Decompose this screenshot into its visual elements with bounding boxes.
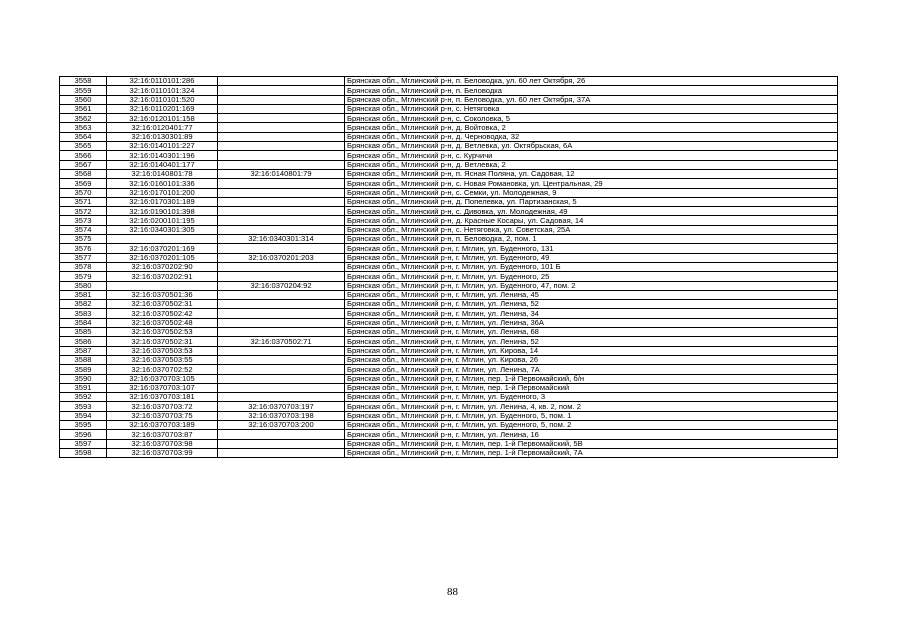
row-number-cell: 3585 (60, 328, 107, 337)
row-number-cell: 3566 (60, 151, 107, 160)
table-row (60, 197, 838, 206)
table-row (60, 309, 838, 318)
row-number-cell: 3574 (60, 225, 107, 234)
row-number-cell: 3597 (60, 439, 107, 448)
land-cadastral-number-cell: 32:16:0200101:195 (107, 216, 218, 225)
address-cell: Брянская обл., Мглинский р-н, г. Мглин, ул. Буденного, 49 (345, 253, 838, 262)
table-row (60, 448, 838, 457)
row-number-cell: 3564 (60, 132, 107, 141)
address-cell: Брянская обл., Мглинский р-н, д. Черноводка, 32 (345, 132, 838, 141)
row-number-cell: 3587 (60, 346, 107, 355)
row-number-cell: 3560 (60, 95, 107, 104)
land-cadastral-number-cell: 32:16:0190101:398 (107, 207, 218, 216)
row-number-cell: 3593 (60, 402, 107, 411)
row-number-cell: 3562 (60, 114, 107, 123)
building-cadastral-number-cell (218, 225, 345, 234)
table-row (60, 132, 838, 141)
address-cell: Брянская обл., Мглинский р-н, г. Мглин, ул. Буденного, 25 (345, 272, 838, 281)
address-cell: Брянская обл., Мглинский р-н, д. Попелевка, ул. Партизанская, 5 (345, 197, 838, 206)
address-cell: Брянская обл., Мглинский р-н, г. Мглин, ул. Ленина, 45 (345, 290, 838, 299)
land-cadastral-number-cell: 32:16:0110101:324 (107, 86, 218, 95)
address-cell: Брянская обл., Мглинский р-н, д. Ветлевка, ул. Октябрьская, 6А (345, 142, 838, 151)
table-row (60, 151, 838, 160)
land-cadastral-number-cell (107, 281, 218, 290)
page-number: 88 (447, 586, 458, 598)
building-cadastral-number-cell (218, 188, 345, 197)
table-row (60, 123, 838, 132)
address-cell: Брянская обл., Мглинский р-н, г. Мглин, ул. Буденного, 5, пом. 1 (345, 411, 838, 420)
land-cadastral-number-cell: 32:16:0340301:305 (107, 225, 218, 234)
address-cell: Брянская обл., Мглинский р-н, с. Курчичи (345, 151, 838, 160)
table-row (60, 179, 838, 188)
table-row (60, 374, 838, 383)
address-cell: Брянская обл., Мглинский р-н, г. Мглин, ул. Ленина, 16 (345, 430, 838, 439)
land-cadastral-number-cell: 32:16:0370703:98 (107, 439, 218, 448)
row-number-cell: 3573 (60, 216, 107, 225)
row-number-cell: 3594 (60, 411, 107, 420)
row-number-cell: 3571 (60, 197, 107, 206)
building-cadastral-number-cell: 32:16:0370204:92 (218, 281, 345, 290)
row-number-cell: 3588 (60, 355, 107, 364)
address-cell: Брянская обл., Мглинский р-н, г. Мглин, пер. 1-й Первомайский, 7А (345, 448, 838, 457)
table-row (60, 383, 838, 392)
address-cell: Брянская обл., Мглинский р-н, г. Мглин, ул. Ленина, 68 (345, 328, 838, 337)
building-cadastral-number-cell (218, 244, 345, 253)
address-cell: Брянская обл., Мглинский р-н, г. Мглин, пер. 1-й Первомайский, б/н (345, 374, 838, 383)
land-cadastral-number-cell (107, 235, 218, 244)
table-row (60, 77, 838, 86)
building-cadastral-number-cell: 32:16:0370703:197 (218, 402, 345, 411)
building-cadastral-number-cell (218, 290, 345, 299)
table-row (60, 281, 838, 290)
address-cell: Брянская обл., Мглинский р-н, г. Мглин, ул. Ленина, 7А (345, 365, 838, 374)
table-row (60, 104, 838, 113)
table-row (60, 420, 838, 429)
row-number-cell: 3590 (60, 374, 107, 383)
building-cadastral-number-cell (218, 346, 345, 355)
land-cadastral-number-cell: 32:16:0370503:53 (107, 346, 218, 355)
table-row (60, 160, 838, 169)
building-cadastral-number-cell (218, 216, 345, 225)
row-number-cell: 3581 (60, 290, 107, 299)
land-cadastral-number-cell: 32:16:0370703:99 (107, 448, 218, 457)
row-number-cell: 3595 (60, 420, 107, 429)
address-cell: Брянская обл., Мглинский р-н, г. Мглин, ул. Буденного, 47, пом. 2 (345, 281, 838, 290)
land-cadastral-number-cell: 32:16:0370503:55 (107, 355, 218, 364)
building-cadastral-number-cell (218, 439, 345, 448)
land-cadastral-number-cell: 32:16:0370703:72 (107, 402, 218, 411)
building-cadastral-number-cell (218, 309, 345, 318)
land-cadastral-number-cell: 32:16:0140301:196 (107, 151, 218, 160)
land-cadastral-number-cell: 32:16:0110101:520 (107, 95, 218, 104)
address-cell: Брянская обл., Мглинский р-н, с. Соколовка, 5 (345, 114, 838, 123)
building-cadastral-number-cell (218, 160, 345, 169)
table-row (60, 235, 838, 244)
building-cadastral-number-cell (218, 383, 345, 392)
address-cell: Брянская обл., Мглинский р-н, г. Мглин, ул. Ленина, 34 (345, 309, 838, 318)
registry-table-body (60, 77, 838, 458)
row-number-cell: 3559 (60, 86, 107, 95)
building-cadastral-number-cell: 32:16:0340301:314 (218, 235, 345, 244)
land-cadastral-number-cell: 32:16:0370202:91 (107, 272, 218, 281)
table-row (60, 244, 838, 253)
table-row (60, 439, 838, 448)
row-number-cell: 3577 (60, 253, 107, 262)
row-number-cell: 3591 (60, 383, 107, 392)
address-cell: Брянская обл., Мглинский р-н, г. Мглин, ул. Буденного, 3 (345, 393, 838, 402)
row-number-cell: 3596 (60, 430, 107, 439)
table-row (60, 365, 838, 374)
table-row (60, 225, 838, 234)
building-cadastral-number-cell (218, 86, 345, 95)
address-cell: Брянская обл., Мглинский р-н, г. Мглин, ул. Ленина, 52 (345, 300, 838, 309)
table-row (60, 253, 838, 262)
land-cadastral-number-cell: 32:16:0370501:36 (107, 290, 218, 299)
land-cadastral-number-cell: 32:16:0370703:87 (107, 430, 218, 439)
building-cadastral-number-cell (218, 142, 345, 151)
building-cadastral-number-cell (218, 114, 345, 123)
land-cadastral-number-cell: 32:16:0370502:31 (107, 337, 218, 346)
property-registry-table (59, 76, 838, 458)
row-number-cell: 3567 (60, 160, 107, 169)
land-cadastral-number-cell: 32:16:0370703:181 (107, 393, 218, 402)
land-cadastral-number-cell: 32:16:0370703:75 (107, 411, 218, 420)
address-cell: Брянская обл., Мглинский р-н, п. Ясная Поляна, ул. Садовая, 12 (345, 169, 838, 178)
row-number-cell: 3579 (60, 272, 107, 281)
land-cadastral-number-cell: 32:16:0370502:31 (107, 300, 218, 309)
address-cell: Брянская обл., Мглинский р-н, д. Красные Косары, ул. Садовая, 14 (345, 216, 838, 225)
address-cell: Брянская обл., Мглинский р-н, п. Беловодка, ул. 60 лет Октября, 26 (345, 77, 838, 86)
land-cadastral-number-cell: 32:16:0130301:89 (107, 132, 218, 141)
land-cadastral-number-cell: 32:16:0370703:189 (107, 420, 218, 429)
address-cell: Брянская обл., Мглинский р-н, г. Мглин, пер. 1-й Первомайский (345, 383, 838, 392)
address-cell: Брянская обл., Мглинский р-н, с. Новая Романовка, ул. Центральная, 29 (345, 179, 838, 188)
land-cadastral-number-cell: 32:16:0370502:53 (107, 328, 218, 337)
row-number-cell: 3565 (60, 142, 107, 151)
building-cadastral-number-cell (218, 430, 345, 439)
land-cadastral-number-cell: 32:16:0170101:200 (107, 188, 218, 197)
address-cell: Брянская обл., Мглинский р-н, г. Мглин, пер. 1-й Первомайский, 5В (345, 439, 838, 448)
row-number-cell: 3575 (60, 235, 107, 244)
table-row (60, 188, 838, 197)
building-cadastral-number-cell: 32:16:0370703:198 (218, 411, 345, 420)
land-cadastral-number-cell: 32:16:0370703:107 (107, 383, 218, 392)
table-row (60, 142, 838, 151)
row-number-cell: 3572 (60, 207, 107, 216)
row-number-cell: 3586 (60, 337, 107, 346)
table-row (60, 318, 838, 327)
table-row (60, 216, 838, 225)
table-row (60, 262, 838, 271)
address-cell: Брянская обл., Мглинский р-н, д. Ветлевка, 2 (345, 160, 838, 169)
row-number-cell: 3582 (60, 300, 107, 309)
building-cadastral-number-cell (218, 262, 345, 271)
land-cadastral-number-cell: 32:16:0370201:169 (107, 244, 218, 253)
land-cadastral-number-cell: 32:16:0110201:169 (107, 104, 218, 113)
table-row (60, 300, 838, 309)
address-cell: Брянская обл., Мглинский р-н, п. Беловодка, 2, пом. 1 (345, 235, 838, 244)
building-cadastral-number-cell (218, 179, 345, 188)
land-cadastral-number-cell: 32:16:0120101:158 (107, 114, 218, 123)
building-cadastral-number-cell (218, 95, 345, 104)
building-cadastral-number-cell (218, 365, 345, 374)
table-row (60, 169, 838, 178)
land-cadastral-number-cell: 32:16:0370703:105 (107, 374, 218, 383)
table-row (60, 411, 838, 420)
land-cadastral-number-cell: 32:16:0120401:77 (107, 123, 218, 132)
building-cadastral-number-cell (218, 123, 345, 132)
building-cadastral-number-cell (218, 272, 345, 281)
address-cell: Брянская обл., Мглинский р-н, с. Нетяговка (345, 104, 838, 113)
building-cadastral-number-cell (218, 77, 345, 86)
table-row (60, 337, 838, 346)
building-cadastral-number-cell (218, 300, 345, 309)
address-cell: Брянская обл., Мглинский р-н, с. Семки, ул. Молодежная, 9 (345, 188, 838, 197)
table-row (60, 114, 838, 123)
row-number-cell: 3569 (60, 179, 107, 188)
land-cadastral-number-cell: 32:16:0140401:177 (107, 160, 218, 169)
building-cadastral-number-cell (218, 104, 345, 113)
row-number-cell: 3580 (60, 281, 107, 290)
building-cadastral-number-cell (218, 207, 345, 216)
building-cadastral-number-cell (218, 448, 345, 457)
address-cell: Брянская обл., Мглинский р-н, г. Мглин, ул. Ленина, 52 (345, 337, 838, 346)
address-cell: Брянская обл., Мглинский р-н, г. Мглин, ул. Буденного, 5, пом. 2 (345, 420, 838, 429)
land-cadastral-number-cell: 32:16:0370502:42 (107, 309, 218, 318)
land-cadastral-number-cell: 32:16:0370202:90 (107, 262, 218, 271)
address-cell: Брянская обл., Мглинский р-н, г. Мглин, ул. Кирова, 26 (345, 355, 838, 364)
land-cadastral-number-cell: 32:16:0370201:105 (107, 253, 218, 262)
table-row (60, 346, 838, 355)
land-cadastral-number-cell: 32:16:0140101:227 (107, 142, 218, 151)
row-number-cell: 3589 (60, 365, 107, 374)
building-cadastral-number-cell (218, 355, 345, 364)
building-cadastral-number-cell (218, 328, 345, 337)
table-row (60, 272, 838, 281)
address-cell: Брянская обл., Мглинский р-н, с. Дивовка, ул. Молодежная, 49 (345, 207, 838, 216)
building-cadastral-number-cell (218, 374, 345, 383)
row-number-cell: 3576 (60, 244, 107, 253)
address-cell: Брянская обл., Мглинский р-н, г. Мглин, ул. Кирова, 14 (345, 346, 838, 355)
table-row (60, 328, 838, 337)
land-cadastral-number-cell: 32:16:0370702:52 (107, 365, 218, 374)
row-number-cell: 3568 (60, 169, 107, 178)
building-cadastral-number-cell: 32:16:0370502:71 (218, 337, 345, 346)
address-cell: Брянская обл., Мглинский р-н, г. Мглин, ул. Ленина, 4, кв. 2, пом. 2 (345, 402, 838, 411)
building-cadastral-number-cell: 32:16:0370703:200 (218, 420, 345, 429)
building-cadastral-number-cell (218, 151, 345, 160)
row-number-cell: 3558 (60, 77, 107, 86)
table-row (60, 95, 838, 104)
row-number-cell: 3563 (60, 123, 107, 132)
row-number-cell: 3584 (60, 318, 107, 327)
land-cadastral-number-cell: 32:16:0110101:286 (107, 77, 218, 86)
land-cadastral-number-cell: 32:16:0170301:189 (107, 197, 218, 206)
row-number-cell: 3592 (60, 393, 107, 402)
row-number-cell: 3598 (60, 448, 107, 457)
address-cell: Брянская обл., Мглинский р-н, п. Беловодка, ул. 60 лет Октября, 37А (345, 95, 838, 104)
table-row (60, 290, 838, 299)
table-row (60, 402, 838, 411)
building-cadastral-number-cell (218, 318, 345, 327)
table-row (60, 86, 838, 95)
building-cadastral-number-cell (218, 197, 345, 206)
land-cadastral-number-cell: 32:16:0140801:78 (107, 169, 218, 178)
row-number-cell: 3561 (60, 104, 107, 113)
address-cell: Брянская обл., Мглинский р-н, г. Мглин, ул. Ленина, 36А (345, 318, 838, 327)
table-row (60, 393, 838, 402)
table-row (60, 430, 838, 439)
building-cadastral-number-cell (218, 393, 345, 402)
address-cell: Брянская обл., Мглинский р-н, г. Мглин, ул. Буденного, 101 Б (345, 262, 838, 271)
address-cell: Брянская обл., Мглинский р-н, с. Нетяговка, ул. Советская, 25А (345, 225, 838, 234)
table-row (60, 355, 838, 364)
building-cadastral-number-cell: 32:16:0370201:203 (218, 253, 345, 262)
row-number-cell: 3578 (60, 262, 107, 271)
land-cadastral-number-cell: 32:16:0160101:336 (107, 179, 218, 188)
building-cadastral-number-cell (218, 132, 345, 141)
address-cell: Брянская обл., Мглинский р-н, п. Беловодка (345, 86, 838, 95)
address-cell: Брянская обл., Мглинский р-н, г. Мглин, ул. Буденного, 131 (345, 244, 838, 253)
row-number-cell: 3583 (60, 309, 107, 318)
table-row (60, 207, 838, 216)
building-cadastral-number-cell: 32:16:0140801:79 (218, 169, 345, 178)
row-number-cell: 3570 (60, 188, 107, 197)
address-cell: Брянская обл., Мглинский р-н, д. Войтовка, 2 (345, 123, 838, 132)
land-cadastral-number-cell: 32:16:0370502:48 (107, 318, 218, 327)
